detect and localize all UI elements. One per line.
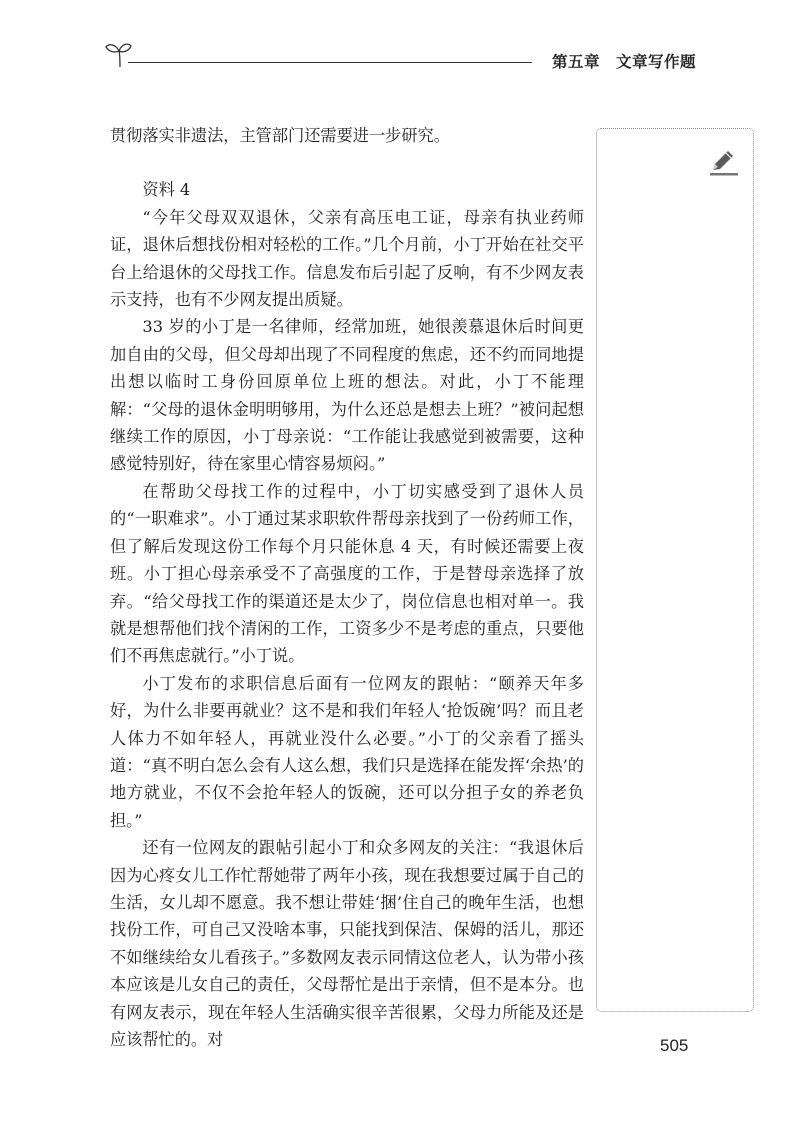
pencil-icon xyxy=(708,146,740,178)
sprout-icon xyxy=(104,38,134,68)
material-heading: 资料 4 xyxy=(142,180,191,200)
chapter-number: 第五章 xyxy=(552,53,601,71)
page-number: 505 xyxy=(660,1036,689,1055)
paragraph: 还有一位网友的跟帖引起小丁和众多网友的关注：“我退休后因为心疼女儿工作忙帮她带了两年小孩，现在我想要过属于自己的生活，女儿却不愿意。我不想让带娃‘捆’住自己的晚年生活，也想找份工作，可自己又没啥本事，只能找到保洁、保姆的活儿，那还不如继续给女儿看孩子。”多数网友表示同情这位老人，认为带小孩本应该是儿女自己的责任，父母帮忙是出于亲情，但不是本分。也有网友表示，现在年轻人生活确实很辛苦很累，父母力所能及还是应该帮忙的。对 xyxy=(110,838,584,1049)
paragraph: 小丁发布的求职信息后面有一位网友的跟帖：“颐养天年多好，为什么非要再就业？这不是和我们年轻人‘抢饭碗’吗？而且老人体力不如年轻人，再就业没什么必要。”小丁的父亲看了摇头道：“真不明白怎么会有人这么想，我们只是选择在能发挥‘余热’的地方就业，不仅不会抢年轻人的饭碗，还可以分担子女的养老负担。” xyxy=(110,673,584,830)
article-body xyxy=(110,122,584,1053)
paragraph: 在帮助父母找工作的过程中，小丁切实感受到了退休人员的“一职难求”。小丁通过某求职软件帮母亲找到了一份药师工作，但了解后发现这份工作每个月只能休息 4 天，有时候还需要上夜班。小丁担心母亲承受不了高强度的工作，于是替母亲选择了放弃。“给父母找工作的渠道还是太少了，岗位信息也相对单一。我就是想帮他们找个清闲的工作，工资多少不是考虑的重点，只要他们不再焦虑就行。”小丁说。 xyxy=(110,481,584,666)
chapter-heading xyxy=(552,50,696,72)
paragraph: 33 岁的小丁是一名律师，经常加班，她很羡慕退休后时间更加自由的父母，但父母却出现了不同程度的焦虑，还不约而同地提出想以临时工身份回原单位上班的想法。对此，小丁不能理解：“父母的退休金明明够用，为什么还总是想去上班？”被问起想继续工作的原因，小丁母亲说：“工作能让我感觉到被需要，这种感觉特别好，待在家里心情容易烦闷。” xyxy=(110,317,584,474)
chapter-title: 文章写作题 xyxy=(616,53,697,71)
paragraph: “今年父母双双退休，父亲有高压电工证，母亲有执业药师证，退休后想找份相对轻松的工作。”几个月前，小丁开始在社交平台上给退休的父母找工作。信息发布后引起了反响，有不少网友表示支持，也有不少网友提出质疑。 xyxy=(110,207,584,310)
header-rule xyxy=(128,62,532,63)
notes-box xyxy=(596,128,754,1012)
paragraph-continued: 贯彻落实非遗法，主管部门还需要进一步研究。 xyxy=(110,126,450,145)
